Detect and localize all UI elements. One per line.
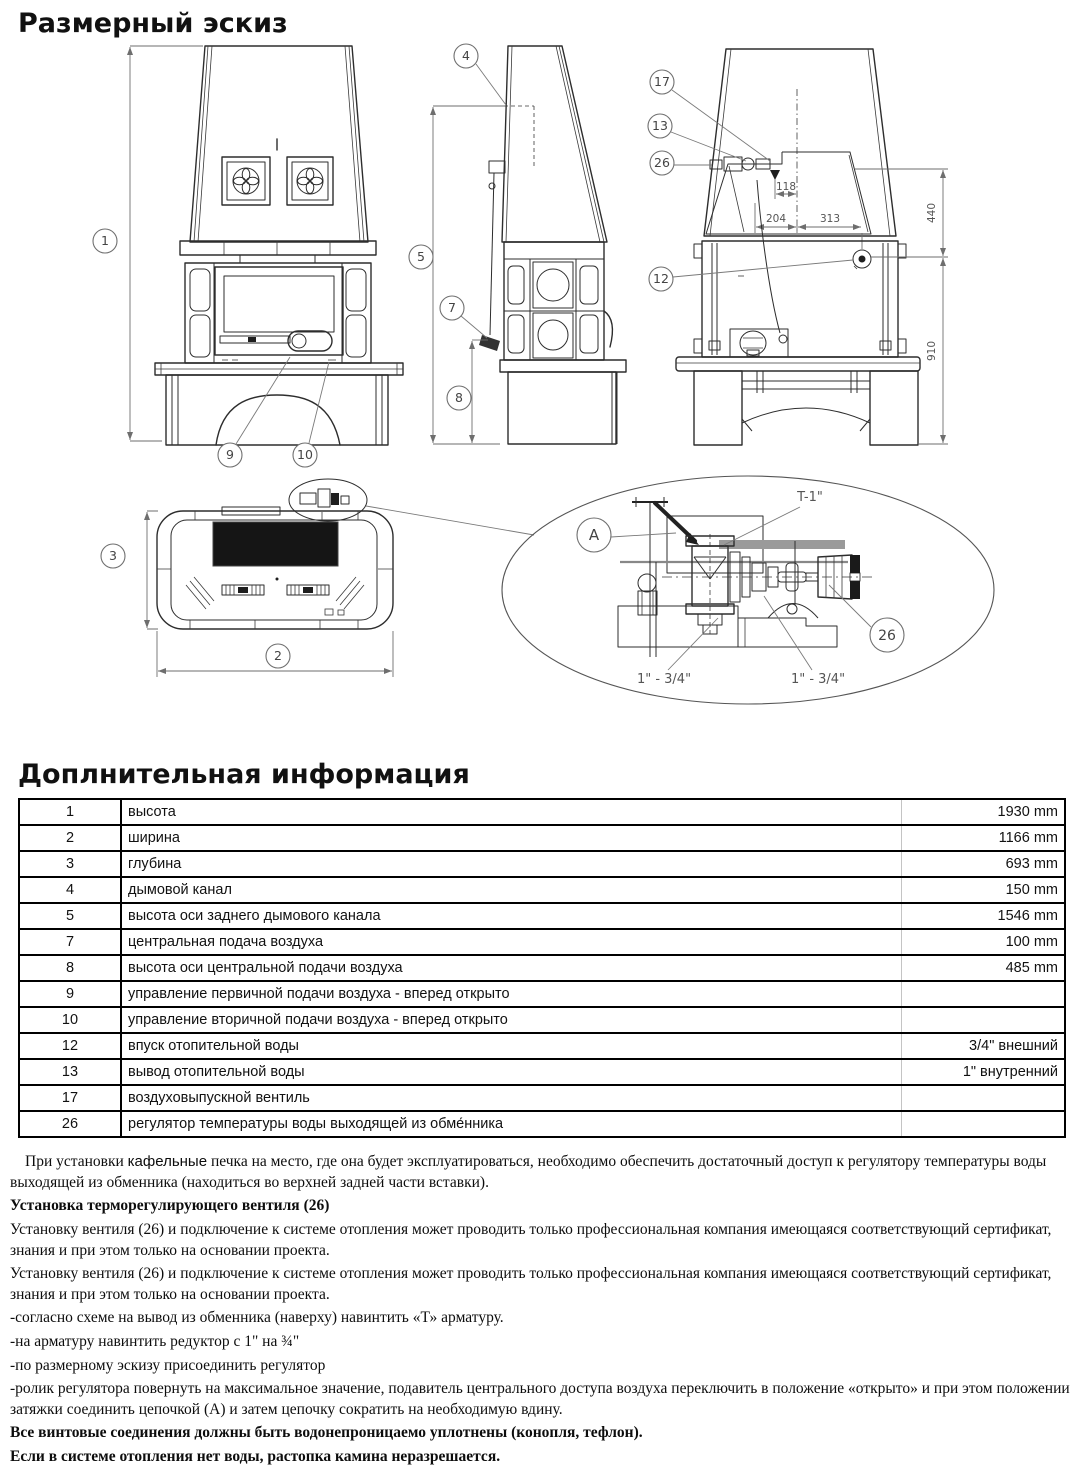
section-title-additional-info: Доплнительная информация [18, 759, 470, 791]
row-description: ширина [121, 825, 902, 851]
table-row [19, 1033, 1065, 1059]
svg-text:1: 1 [101, 233, 109, 249]
back-view [648, 49, 948, 445]
callout-3 [101, 544, 125, 568]
row-value [902, 1111, 1066, 1137]
row-number: 2 [19, 825, 121, 851]
row-number: 7 [19, 929, 121, 955]
row-number: 1 [19, 799, 121, 825]
dimensions-table [18, 798, 1066, 1138]
row-value: 485 mm [902, 955, 1066, 981]
callout-7 [440, 296, 464, 320]
row-number: 5 [19, 903, 121, 929]
callout-17 [650, 70, 674, 94]
row-value [902, 981, 1066, 1007]
label-reducer-left: 1" - 3/4" [636, 672, 692, 688]
note-sealing-warning: Все винтовые соединения должны быть водонепроницаемо уплотнены (конопля, тефлон). [10, 1424, 643, 1442]
callout-26-detail [870, 618, 904, 652]
callout-8 [447, 386, 471, 410]
dim-313: 313 [819, 213, 841, 226]
row-value: 150 mm [902, 877, 1066, 903]
row-description: впуск отопительной воды [121, 1033, 902, 1059]
callout-12 [649, 267, 673, 291]
svg-text:26: 26 [878, 628, 896, 645]
callout-1 [93, 229, 117, 253]
row-value [902, 1007, 1066, 1033]
row-description: высота [121, 799, 902, 825]
row-number: 13 [19, 1059, 121, 1085]
front-view [93, 46, 403, 467]
label-tee-fitting: T-1" [797, 490, 823, 506]
note-step-regulator: -по размерному эскизу присоединить регулятор [10, 1356, 326, 1374]
note-valve-install-2: Установку вентиля (26) и подключение к системе отопления может проводить только профессиональная компания имеющаяся соответствующий сертификат, знания и при этом только на основании проекта. [10, 1265, 1052, 1303]
table-row [19, 955, 1065, 981]
table-row [19, 825, 1065, 851]
callout-9 [218, 443, 242, 467]
callout-4 [454, 44, 478, 68]
table-row [19, 929, 1065, 955]
row-description: высота оси центральной подачи воздуха [121, 955, 902, 981]
note-no-water-warning: Если в системе отопления нет воды, растопка камина неразрешается. [10, 1448, 501, 1466]
callout-10 [293, 443, 317, 467]
svg-text:3: 3 [109, 548, 117, 564]
table-row [19, 1085, 1065, 1111]
svg-text:13: 13 [652, 118, 668, 134]
row-number: 17 [19, 1085, 121, 1111]
row-number: 8 [19, 955, 121, 981]
row-value: 1" внутренний [902, 1059, 1066, 1085]
svg-text:12: 12 [653, 271, 669, 287]
row-number: 26 [19, 1111, 121, 1137]
svg-text:8: 8 [455, 390, 463, 406]
callout-26 [650, 151, 674, 175]
row-value: 1930 mm [902, 799, 1066, 825]
page-title: Размерный эскиз [18, 8, 288, 39]
row-description: регулятор температуры воды выходящей из обме́нника [121, 1111, 902, 1137]
row-number: 4 [19, 877, 121, 903]
row-description: вывод отопительной воды [121, 1059, 902, 1085]
row-value [902, 1085, 1066, 1111]
row-value: 1166 mm [902, 825, 1066, 851]
label-reducer-right: 1" - 3/4" [790, 672, 846, 688]
dim-118: 118 [775, 181, 797, 194]
row-number: 9 [19, 981, 121, 1007]
callout-13 [648, 114, 672, 138]
row-number: 12 [19, 1033, 121, 1059]
svg-text:5: 5 [417, 249, 425, 265]
svg-text:2: 2 [274, 648, 282, 664]
note-access [10, 1152, 1072, 1193]
svg-text:A: A [588, 526, 600, 545]
note-valve-install-1: Установку вентиля (26) и подключение к системе отопления может проводить только профессиональная компания имеющаяся соответствующий сертификат, знания и при этом только на основании проекта. [10, 1220, 1052, 1259]
row-value: 693 mm [902, 851, 1066, 877]
note-access-marker: кафельные [127, 1153, 208, 1171]
table-row [19, 877, 1065, 903]
row-description: высота оси заднего дымового канала [121, 903, 902, 929]
row-value: 1546 mm [902, 903, 1066, 929]
note-step-reducer: -на арматуру навинтить редуктор с 1" на ¾" [10, 1332, 300, 1350]
table-row [19, 903, 1065, 929]
svg-text:7: 7 [448, 300, 456, 316]
row-description: глубина [121, 851, 902, 877]
note-access-pre: При установки [25, 1153, 128, 1171]
svg-text:17: 17 [654, 74, 670, 90]
table-row [19, 851, 1065, 877]
table-row [19, 981, 1065, 1007]
top-view [101, 479, 534, 677]
dim-204: 204 [765, 213, 787, 226]
svg-text:4: 4 [462, 48, 470, 64]
row-number: 10 [19, 1007, 121, 1033]
table-row [19, 1059, 1065, 1085]
row-description: управление первичной подачи воздуха - вперед открыто [121, 981, 902, 1007]
svg-text:26: 26 [654, 155, 670, 171]
dimensional-sketch [0, 39, 1084, 709]
row-value: 100 mm [902, 929, 1066, 955]
svg-text:9: 9 [226, 447, 234, 463]
table-row [19, 799, 1065, 825]
side-view [409, 44, 626, 444]
note-step-tee: -согласно схеме на вывод из обменника (наверху) навинтить «Т» арматуру. [10, 1309, 504, 1327]
row-description: воздуховыпускной вентиль [121, 1085, 902, 1111]
note-step-roller: -ролик регулятора повернуть на максимальное значение, подавитель центрального доступа воздуха переключить в положение «открыто» и при этом положении затяжки соединить цепочкой (А) и затем цепочку сократить на необходимую вдину. [10, 1380, 1070, 1418]
notes-section [10, 1152, 1072, 1468]
row-number: 3 [19, 851, 121, 877]
row-description: дымовой канал [121, 877, 902, 903]
callout-A [577, 518, 611, 552]
note-valve-install-heading: Установка терморегулирующего вентиля (26) [10, 1197, 330, 1215]
table-row [19, 1007, 1065, 1033]
row-description: центральная подача воздуха [121, 929, 902, 955]
dim-910: 910 [926, 341, 938, 362]
row-description: управление вторичной подачи воздуха - вперед открыто [121, 1007, 902, 1033]
callout-2 [266, 644, 290, 668]
svg-text:10: 10 [297, 447, 313, 463]
table-row [19, 1111, 1065, 1137]
note-access-post: печка на место, где она будет эксплуатироваться, необходимо обеспечить достаточный доступ к регулятору температуры воды выходящей из обменника (находиться во верхней задней части вставки). [10, 1153, 1047, 1191]
row-value: 3/4" внешний [902, 1033, 1066, 1059]
dim-440: 440 [926, 203, 938, 224]
detail-view [502, 476, 994, 704]
callout-5 [409, 245, 433, 269]
